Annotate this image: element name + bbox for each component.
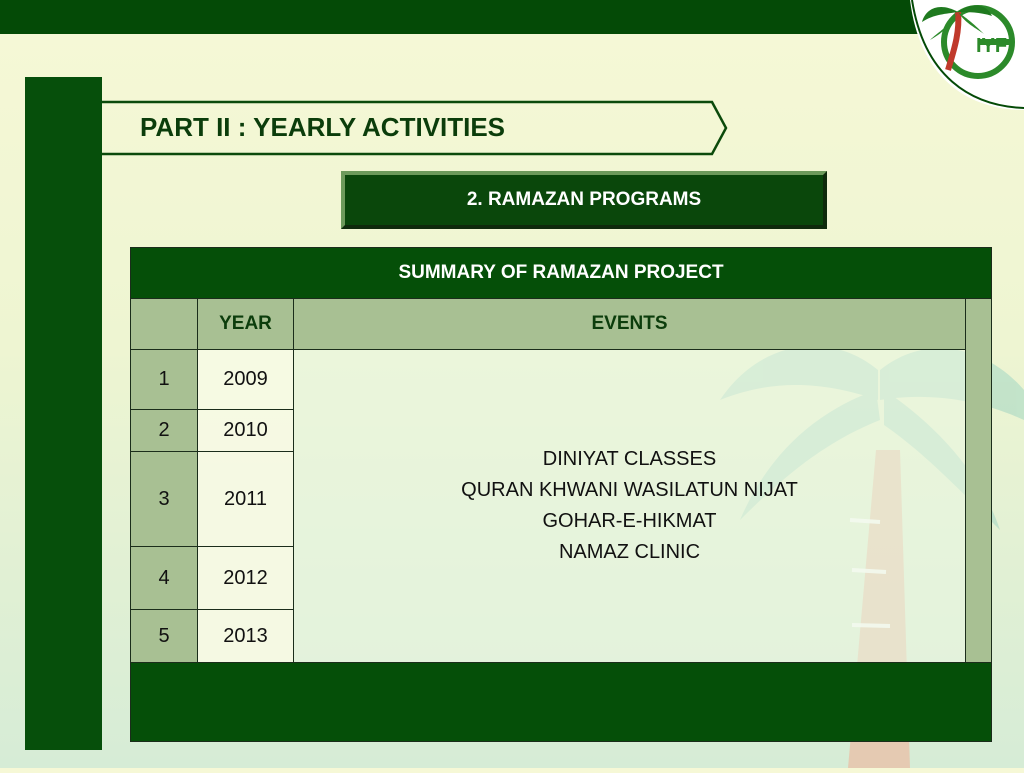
column-header-year: YEAR (197, 298, 294, 350)
column-header-events: EVENTS (293, 298, 966, 350)
summary-table (130, 247, 992, 742)
event-item: DINIYAT CLASSES (542, 448, 717, 470)
iyf-logo (910, 0, 1024, 110)
row-year: 2011 (197, 451, 294, 547)
table-side-column (965, 298, 992, 664)
section-subtitle: 2. RAMAZAN PROGRAMS (466, 189, 702, 210)
table-caption: SUMMARY OF RAMAZAN PROJECT (130, 247, 992, 299)
row-index: 4 (130, 546, 198, 610)
page-title: PART II : YEARLY ACTIVITIES (140, 112, 506, 142)
row-year: 2009 (197, 349, 294, 410)
row-year: 2012 (197, 546, 294, 610)
events-cell (293, 349, 966, 663)
row-index: 5 (130, 609, 198, 663)
top-header-band (0, 0, 1024, 34)
title-banner (100, 100, 730, 156)
logo-text: IYF (976, 35, 1008, 57)
event-item: NAMAZ CLINIC (558, 541, 701, 563)
row-year: 2010 (197, 409, 294, 452)
column-header-index (130, 298, 198, 350)
row-index: 2 (130, 409, 198, 452)
row-index: 3 (130, 451, 198, 547)
row-index: 1 (130, 349, 198, 410)
event-item: GOHAR-E-HIKMAT (542, 510, 717, 532)
row-year: 2013 (197, 609, 294, 663)
left-accent-bar (25, 77, 102, 750)
table-footer-row (130, 662, 992, 742)
section-subtitle-box (341, 171, 827, 229)
event-item: QURAN KHWANI WASILATUN NIJAT (461, 479, 798, 501)
